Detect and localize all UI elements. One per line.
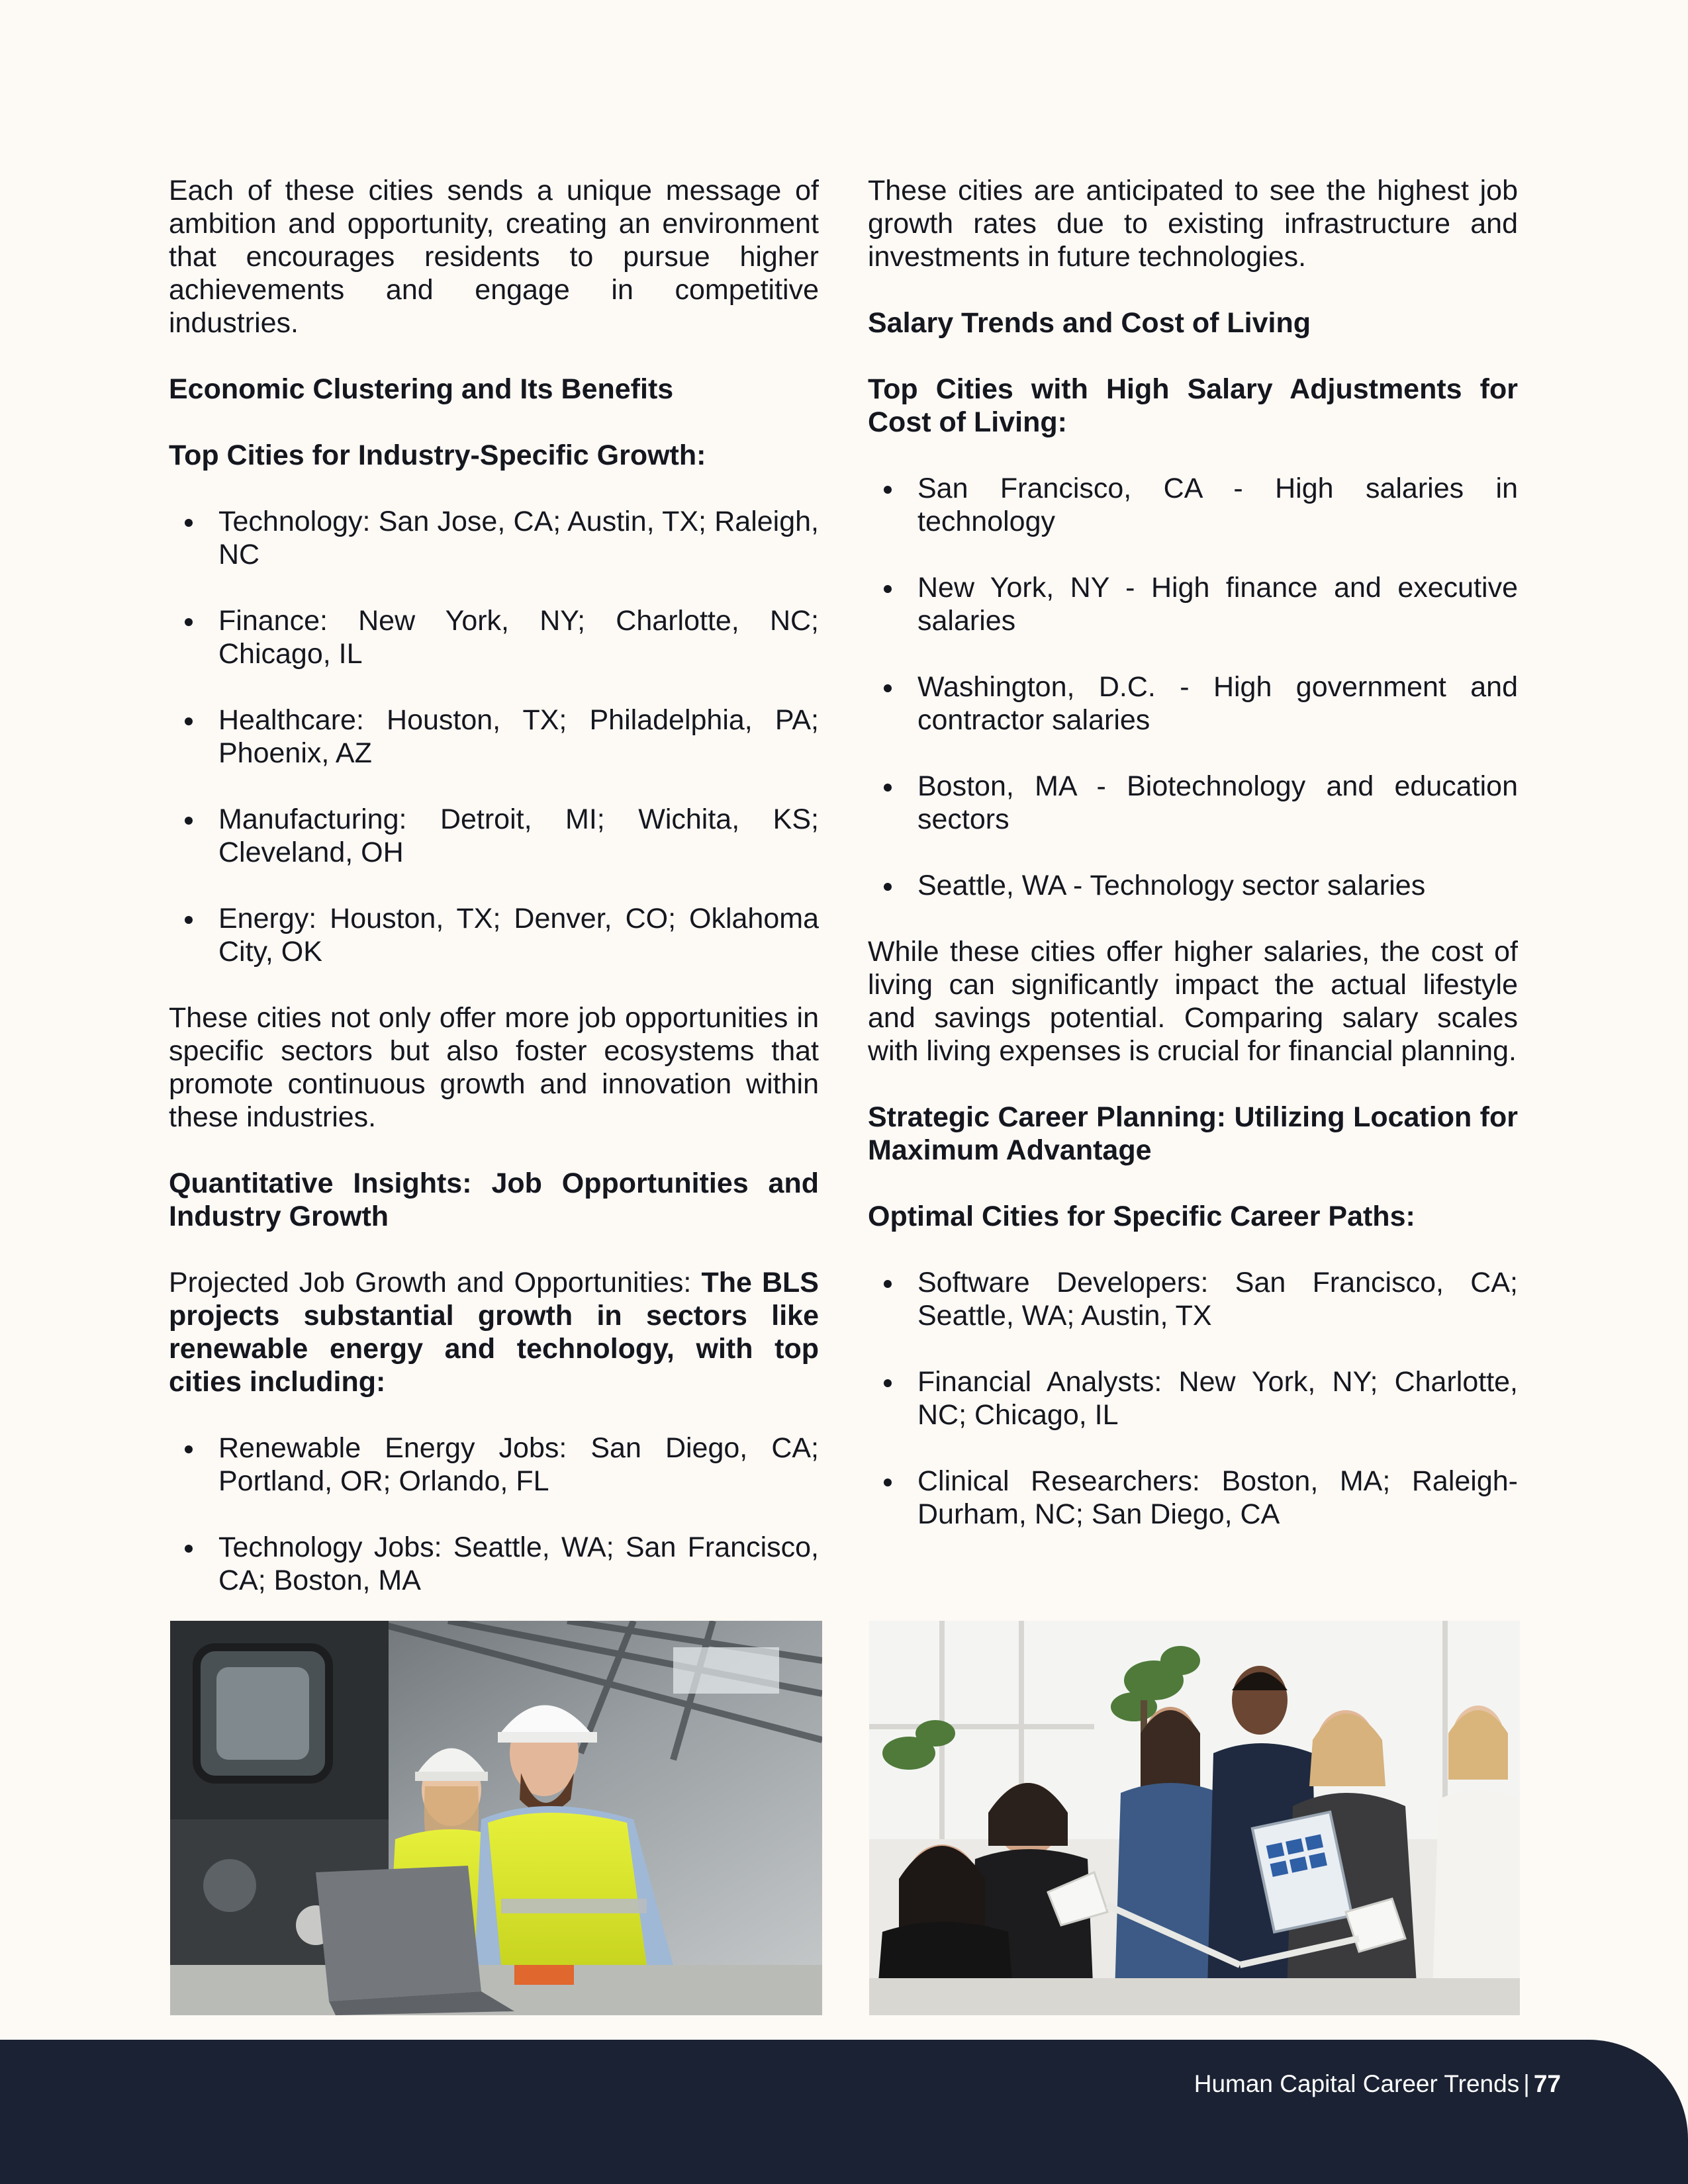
intro-paragraph: Each of these cities sends a unique message of ambition and opportunity, creating an environment that encourages residents to pursue higher achievements and engage in competitive industries.	[169, 175, 819, 339]
list-item: Manufacturing: Detroit, MI; Wichita, KS; Cleveland, OH	[169, 803, 819, 869]
salary-cities-list	[868, 472, 1518, 902]
heading-strategic-career-planning: Strategic Career Planning: Utilizing Location for Maximum Advantage	[868, 1101, 1518, 1166]
list-item: Washington, D.C. - High government and contractor salaries	[868, 670, 1518, 737]
heading-optimal-cities: Optimal Cities for Specific Career Paths:	[868, 1201, 1415, 1232]
projected-label: Projected Job Growth and Opportunities:	[169, 1267, 692, 1298]
page-number: 77	[1533, 2070, 1561, 2097]
list-item: Technology Jobs: Seattle, WA; San Francisco, CA; Boston, MA	[169, 1531, 819, 1597]
list-item: New York, NY - High finance and executive salaries	[868, 571, 1518, 637]
career-paths-list	[868, 1266, 1518, 1531]
list-item: Technology: San Jose, CA; Austin, TX; Raleigh, NC	[169, 505, 819, 571]
industry-growth-list	[169, 505, 819, 968]
heading-top-cities-industry: Top Cities for Industry-Specific Growth:	[169, 439, 706, 471]
list-item: Healthcare: Houston, TX; Philadelphia, PA; Phoenix, AZ	[169, 704, 819, 770]
right-column	[868, 174, 1518, 1564]
page-footer	[0, 2040, 1688, 2184]
heading-high-salary-cities: Top Cities with High Salary Adjustments for Cost of Living:	[868, 373, 1518, 438]
publication-title: Human Capital Career Trends	[1194, 2070, 1520, 2097]
list-item: San Francisco, CA - High salaries in technology	[868, 472, 1518, 538]
projected-growth-paragraph	[169, 1266, 819, 1398]
list-item: Energy: Houston, TX; Denver, CO; Oklahoma City, OK	[169, 902, 819, 968]
list-item: Finance: New York, NY; Charlotte, NC; Chicago, IL	[169, 604, 819, 670]
list-item: Boston, MA - Biotechnology and education sectors	[868, 770, 1518, 836]
list-item: Seattle, WA - Technology sector salaries	[868, 869, 1518, 902]
heading-economic-clustering: Economic Clustering and Its Benefits	[169, 373, 674, 405]
list-item: Financial Analysts: New York, NY; Charlotte, NC; Chicago, IL	[868, 1365, 1518, 1432]
list-item: Clinical Researchers: Boston, MA; Raleigh-Durham, NC; San Diego, CA	[868, 1465, 1518, 1531]
footer-text	[1194, 2069, 1561, 2099]
job-growth-intro-paragraph: These cities are anticipated to see the highest job growth rates due to existing infrastructure and investments in future technologies.	[868, 175, 1518, 273]
heading-quantitative-insights: Quantitative Insights: Job Opportunities and Industry Growth	[169, 1167, 819, 1232]
list-item: Software Developers: San Francisco, CA; Seattle, WA; Austin, TX	[868, 1266, 1518, 1332]
job-growth-list	[169, 1432, 819, 1597]
heading-salary-trends: Salary Trends and Cost of Living	[868, 307, 1311, 339]
left-column	[169, 174, 819, 1630]
cost-of-living-paragraph: While these cities offer higher salaries, the cost of living can significantly impact the actual lifestyle and savings potential. Comparing salary scales with living expenses is crucial for financial planning.	[868, 936, 1518, 1067]
list-item: Renewable Energy Jobs: San Diego, CA; Portland, OR; Orlando, FL	[169, 1432, 819, 1498]
projected-bold-text: The BLS projects substantial growth in sectors like renewable energy and technology, with top cities including:	[169, 1267, 819, 1398]
ecosystems-paragraph: These cities not only offer more job opportunities in specific sectors but also foster ecosystems that promote continuous growth and innovation within these industries.	[169, 1002, 819, 1133]
office-team-photo	[869, 1621, 1520, 2015]
footer-separator: |	[1523, 2070, 1530, 2097]
industrial-workers-photo	[170, 1621, 822, 2015]
